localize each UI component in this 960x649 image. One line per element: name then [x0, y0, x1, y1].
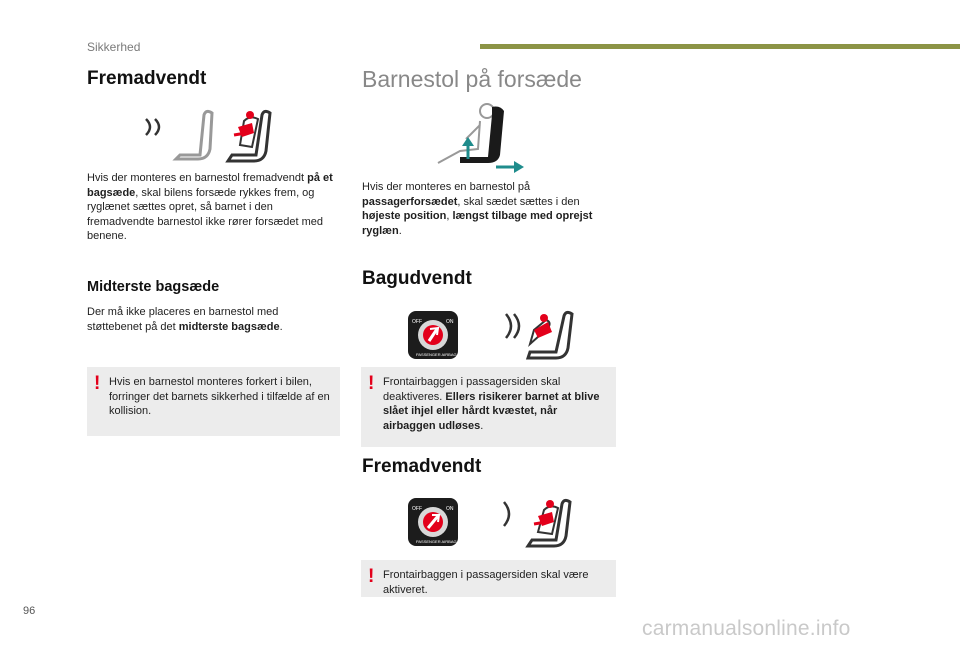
middle-seat-part: midterste bagsæde — [178, 320, 280, 333]
right-paragraph-part: højeste position — [362, 210, 447, 223]
rearward-title: Bagudvendt — [362, 268, 472, 289]
right-paragraph-part: passagerforsædet — [362, 195, 458, 208]
forward-warning-box — [361, 560, 616, 597]
child-seat-rearward-icon — [500, 308, 580, 360]
rearward-warning-box — [361, 367, 616, 447]
front-warning-text: Frontairbaggen i passagersiden skal være aktiveret. — [383, 569, 589, 596]
page-number: 96 — [23, 605, 36, 617]
left-paragraph-part: på et bagsæde — [87, 172, 333, 199]
switch-off-label: OFF — [412, 319, 422, 325]
watermark: carmanualsonline.info — [642, 617, 851, 640]
switch-off-label: OFF — [412, 506, 422, 512]
middle-seat-part: Der må ikke placeres en barnestol med støttebenet på det — [87, 306, 279, 333]
rear-warning-part: Ellers risikerer barnet at blive slået ihjel eller hårdt kvæstet, når airbaggen udløses — [383, 390, 600, 432]
left-title: Fremadvendt — [87, 68, 207, 89]
section-label: Sikkerhed — [87, 40, 141, 54]
switch-ring-label: PASSENGER AIRBAG — [416, 352, 457, 357]
middle-seat-paragraph — [87, 305, 327, 334]
child-seat-forward-front-icon — [498, 496, 578, 548]
middle-seat-part: . — [279, 320, 283, 333]
left-paragraph-part: Hvis der monteres en barnestol fremadvendt — [87, 172, 308, 184]
right-paragraph-part: længst tilbage med oprejst ryglæn — [362, 210, 593, 237]
right-paragraph-part: , — [446, 210, 453, 223]
right-paragraph-part: . — [398, 224, 402, 237]
child-seat-forward-icon — [140, 105, 280, 167]
right-paragraph — [362, 180, 607, 238]
warning-icon: ! — [368, 566, 375, 587]
middle-seat-title: Midterste bagsæde — [87, 279, 220, 295]
right-paragraph-part: , skal sædet sættes i den — [457, 195, 580, 208]
left-warning-text: Hvis en barnestol monteres forkert i bilen, forringer det barnets sikkerhed i tilfælde af en kollision. — [109, 376, 330, 418]
airbag-switch-off-icon — [408, 311, 458, 359]
left-warning-box — [87, 367, 340, 436]
rear-warning-part: Frontairbaggen i passagersiden skal deaktiveres. — [383, 376, 561, 403]
rear-warning-part: . — [480, 419, 484, 432]
right-paragraph-part: Hvis der monteres en barnestol på — [362, 181, 531, 193]
seat-adjust-icon — [430, 101, 530, 176]
switch-on-label: ON — [446, 506, 454, 512]
forward-title: Fremadvendt — [362, 456, 482, 477]
left-paragraph-part: , skal bilens forsæde rykkes frem, og ryglænet sættes opret, så barnet i den fremadvendte barnestol ikke rører forsædet med benene. — [87, 186, 323, 243]
warning-icon: ! — [94, 373, 101, 394]
switch-ring-label: PASSENGER AIRBAG — [416, 539, 457, 544]
section-accent-bar — [480, 44, 960, 49]
warning-icon: ! — [368, 373, 375, 394]
left-paragraph — [87, 171, 339, 244]
airbag-switch-on-icon — [408, 498, 458, 546]
right-title: Barnestol på forsæde — [362, 66, 582, 92]
switch-on-label: ON — [446, 319, 454, 325]
